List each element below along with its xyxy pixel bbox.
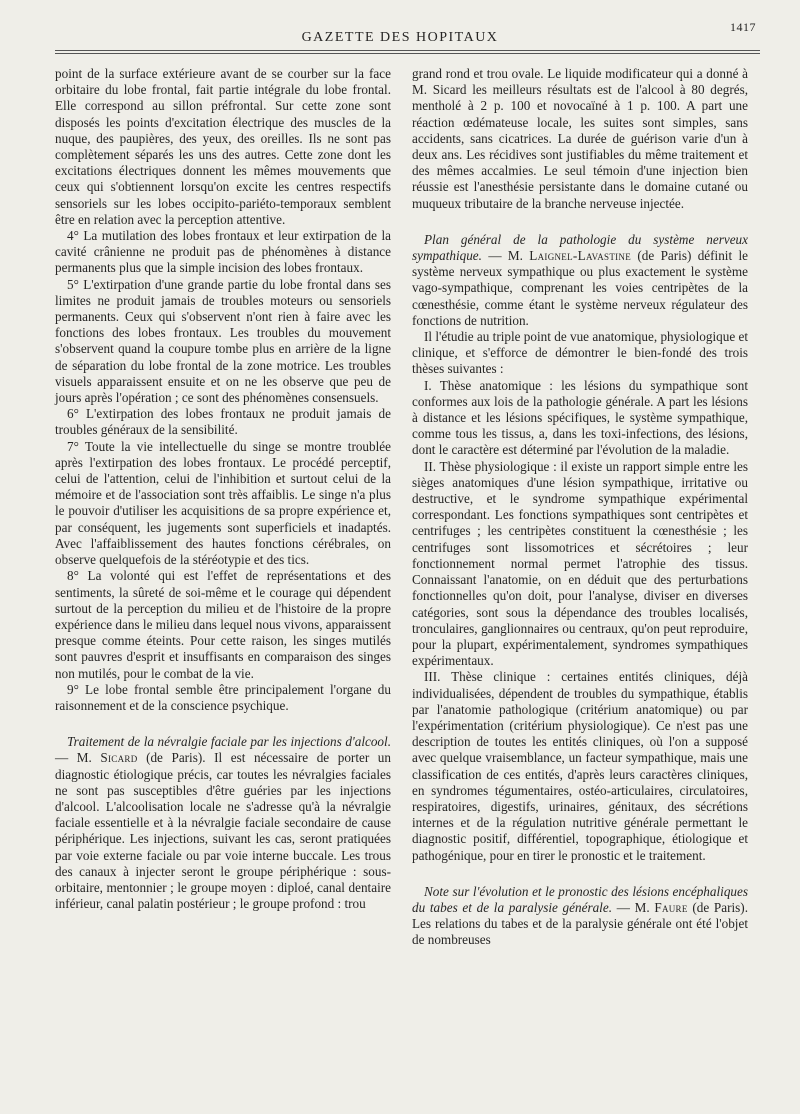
section-title: Traitement de la névralgie faciale par les injections d'alcool. <box>67 734 391 750</box>
section-gap <box>412 212 748 222</box>
section-heading <box>412 884 748 949</box>
paragraph: 9° Le lobe frontal semble être principalement l'organe du raisonnement et de la conscience psychique. <box>55 681 391 713</box>
section-dash: — M. <box>481 248 530 264</box>
paragraph: II. Thèse physiologique : il existe un rapport simple entre les sièges anatomiques d'une lésion sympathique, irritative ou destructive, et le syndrome sympathique expérimental correspondant. Les fonctions sympathiques sont centripètes et centrifuges ; les centripètes constituent la cœnesthésie ; les centrifuges sont lissomotrices et sécrétoires ; leur fonctionnement normal permet l'atrophie des tissus. Connaissant l'anatomie, on en déduit que des perturbations fonctionnelles qu'on doit, pour l'analyse, diviser en diverses catégories, sont sous la dépendance des troubles localisés, tronculaires, ganglionnaires ou centraux, qu'on peut reproduire, pour la plupart, expérimentalement, syndromes sympathiques expérimentaux. <box>412 458 748 669</box>
header-rule-double <box>55 53 760 54</box>
paragraph: 6° L'extirpation des lobes frontaux ne produit jamais de troubles généraux de la sensibilité. <box>55 406 391 438</box>
section-text: (de Paris). Il est nécessaire de porter un diagnostic étiologique précis, car toutes les névralgies faciales ne sont pas susceptibles d'être guéries par les injections d'alcool. L'alcoolisation locale ne s'adresse qu'à la névralgie faciale essentielle et à la névralgie faciale secondaire de cause périphérique. Les injections, suivant les cas, seront pratiquées par voie externe faciale ou par voie interne buccale. Les trous des canaux à injecter seront le groupe périphérique : sous-orbitaire, mentonnier ; le groupe moyen : diploé, canal dentaire inférieur, canal palatin postérieur ; le groupe profond : trou <box>55 750 391 912</box>
section-title: Plan général de la pathologie du système nerveux sympathique. <box>412 231 748 264</box>
section-gap <box>55 714 391 724</box>
section-dash: — M. <box>55 750 101 766</box>
running-head-title: GAZETTE DES HOPITAUX <box>301 30 499 45</box>
paragraph: 8° La volonté qui est l'effet de représentations et des sentiments, la sûreté de soi-même et le courage qui dépendent surtout de la perception du milieu et de l'histoire de la propre expérience dans le milieu dans lequel nous vivons, apparaissent presque comme éteints. Pour cette raison, les singes mutilés sont pauvres d'esprit et insuffisants en comparaison des singes non mutilés, pour le combat de la vie. <box>55 568 391 681</box>
section-author: Faure <box>654 899 688 915</box>
paragraph: 4° La mutilation des lobes frontaux et leur extirpation de la cavité crânienne ne produit pas de phénomènes à distance permanents plus que la simple incision des lobes frontaux. <box>55 228 391 276</box>
section-author: Laignel-Lavastine <box>529 248 632 264</box>
right-column <box>412 66 748 949</box>
paragraph: 5° L'extirpation d'une grande partie du lobe frontal dans ses limites ne produit jamais de troubles moteurs ou sensoriels permanents. Ceux qui s'observent n'ont rien à faire avec les fonctions des lobes frontaux. Les troubles du mouvement s'observent quand la coupure tombe plus en arrière de la ligne de séparation du lobe frontal de la zone motrice. Les troubles visuels apparaissent ensuite et on ne les observe que peu de jours après l'opération ; ce sont des phénomènes consensuels. <box>55 276 391 406</box>
section-text: (de Paris). Les relations du tabes et de la paralysie générale ont été l'objet de nombreuses <box>412 899 748 948</box>
section-heading <box>412 232 748 329</box>
paragraph: point de la surface extérieure avant de se courber sur la face orbitaire du lobe frontal, fait partie intégrale du lobe frontal. Elle correspond au sillon préfrontal. Sur cette zone sont disposés les points d'excitation électrique des muscles de la nuque, des paupières, des yeux, des oreilles. Ils ne sont pas complètement séparés les uns des autres. Cette zone dont les excitations électriques donnent les mêmes mouvements que ceux qui s'obtiennent lorsqu'on excite les centres respectifs sensoriels sur les lobes occipito-pariéto-temporaux semblent être en relation avec la perception attentive. <box>55 66 391 227</box>
paragraph: Il l'étudie au triple point de vue anatomique, physiologique et clinique, et s'efforce de démontrer le bien-fondé des trois thèses suivantes : <box>412 329 748 377</box>
section-author: Sicard <box>100 750 138 766</box>
section-title: Note sur l'évolution et le pronostic des lésions encéphaliques du tabes et de la paralysie générale. <box>412 883 748 915</box>
left-column <box>55 66 391 912</box>
section-text: (de Paris) définit le système nerveux sympathique ou plus exactement le système vago-sympathique, comprenant les voies centripètes de la cœnesthésie, comme étant le système nerveux régulateur des fonctions de nutrition. <box>412 248 748 328</box>
paragraph: 7° Toute la vie intellectuelle du singe se montre troublée après l'extirpation des lobes frontaux. Le procédé perceptif, celui de l'attention, celui de l'inhibition et surtout celui de la mémoire et de l'association sont très affaiblis. Le singe n'a plus le pouvoir d'utiliser les acquisitions de sa propre expérience et, par conséquent, les jugements sont superficiels et inadaptés. Avec l'affaiblissement des hautes fonctions cérébrales, on observe quelquefois de la stéréotypie et des tics. <box>55 438 391 568</box>
page-number: 1417 <box>730 20 756 34</box>
section-dash: — M. <box>612 899 655 915</box>
section-heading <box>55 734 391 912</box>
section-gap <box>412 864 748 874</box>
paragraph: grand rond et trou ovale. Le liquide modificateur qui a donné à M. Sicard les meilleurs résultats est de l'alcool à 80 degrés, mentholé à 2 p. 100 et novocaïné à 1 p. 100. A part une réaction œdémateuse locale, les suites sont simples, sans accidents, sans cicatrices. La durée de guérison varie d'un à deux ans. Les récidives sont justifiables du même traitement et des mêmes accalmies. Le seul témoin d'une injection bien réussie est l'anesthésie persistante dans le domaine cutané ou muqueux tributaire de la branche nerveuse injectée. <box>412 66 748 211</box>
paragraph: III. Thèse clinique : certaines entités cliniques, déjà individualisées, dépendent de troubles du sympathique, établis par l'anatomie pathologique (critérium anatomique) ou par l'expérimentation (critérium physiologique). Ce n'est pas une description de toutes les entités cliniques, où l'on a supposé avec quelque vraisemblance, un facteur sympathique, mais une classification de ces entités, d'après leurs caractères cliniques, en syndromes tégumentaires, ostéo-articulaires, circulatoires, respiratoires, digestifs, urinaires, génitaux, des sécrétions internes et de la régulation nutritive générale permettant le diagnostic positif, différentiel, topographique, étiologique et pathogénique, pour en tirer le pronostic et le traitement. <box>412 669 748 863</box>
header-rule <box>55 50 760 51</box>
paragraph: I. Thèse anatomique : les lésions du sympathique sont conformes aux lois de la pathologie générale. A part les lésions à distance et les lésions spécifiques, le système sympathique, comme tous les tissus, a, dans les toxi-infections, des lésions, dont le caractère est déterminé par l'évolution de la maladie. <box>412 377 748 458</box>
